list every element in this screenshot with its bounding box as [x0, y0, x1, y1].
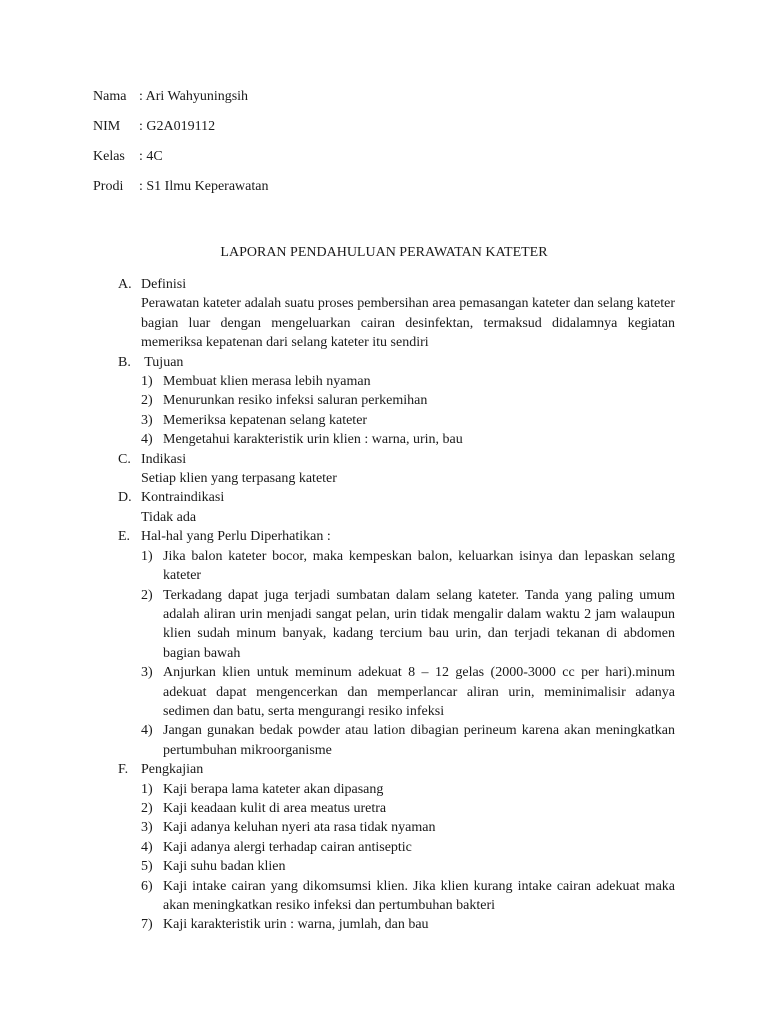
list-item — [141, 586, 675, 664]
section-hal-hal — [118, 527, 675, 760]
item-number: 2) — [141, 587, 153, 603]
info-value: : S1 Ilmu Keperawatan — [139, 179, 269, 194]
item-number: 4) — [141, 723, 153, 739]
info-label: Prodi — [93, 179, 124, 194]
section-heading: Hal-hal yang Perlu Diperhatikan : — [141, 529, 331, 545]
item-number: 1) — [141, 374, 153, 390]
item-number: 4) — [141, 432, 153, 448]
item-number: 6) — [141, 878, 153, 894]
list-item — [141, 799, 675, 818]
item-text: Kaji berapa lama kateter akan dipasang — [163, 781, 384, 797]
item-number: 7) — [141, 917, 153, 933]
section-indikasi — [118, 450, 675, 489]
item-text: Kaji keadaan kulit di area meatus uretra — [163, 800, 387, 816]
section-letter: C. — [118, 451, 131, 467]
info-label: NIM — [93, 119, 121, 134]
item-number: 3) — [141, 412, 153, 428]
item-text: Kaji intake cairan yang dikomsumsi klien. Jika klien kurang intake cairan adekuat maka akan meningkatkan resiko infeksi dan pertumbuhan bakteri — [163, 878, 675, 913]
info-value: : 4C — [139, 149, 163, 164]
list-item — [141, 818, 675, 837]
section-heading: Kontraindikasi — [141, 490, 225, 506]
item-number: 1) — [141, 548, 153, 564]
section-letter: E. — [118, 529, 131, 545]
section-tujuan — [118, 353, 675, 450]
section-letter: D. — [118, 490, 132, 506]
info-value: : G2A019112 — [139, 119, 216, 134]
section-body: Setiap klien yang terpasang kateter — [141, 471, 337, 487]
list-item — [141, 915, 675, 934]
section-heading: Pengkajian — [141, 762, 204, 778]
item-text: Kaji adanya alergi terhadap cairan antiseptic — [163, 839, 412, 855]
item-text: Menurunkan resiko infeksi saluran perkemihan — [163, 393, 428, 409]
info-label: Nama — [93, 89, 127, 104]
item-text: Membuat klien merasa lebih nyaman — [163, 374, 371, 390]
list-item — [141, 372, 675, 391]
tujuan-list — [141, 372, 675, 450]
document-title: LAPORAN PENDAHULUAN PERAWATAN KATETER — [220, 245, 548, 260]
item-number: 1) — [141, 781, 153, 797]
section-letter: F. — [118, 762, 129, 778]
sections — [118, 275, 675, 935]
item-text: Kaji adanya keluhan nyeri ata rasa tidak nyaman — [163, 820, 436, 836]
item-text: Terkadang dapat juga terjadi sumbatan dalam selang kateter. Tanda yang paling umum adalah aliran urin menjadi sangat pelan, urin tidak mengalir dalam waktu 2 jam walaupun klien sudah minum banyak, kadang tercium bau urin, dan terjadi tekanan di abdomen bagian bawah — [163, 587, 675, 661]
item-number: 3) — [141, 820, 153, 836]
section-paragraph: Perawatan kateter adalah suatu proses pembersihan area pemasangan kateter dan selang kateter bagian luar dengan mengeluarkan cairan desinfektan, termaksud didalamnya kegiatan memeriksa kepatenan dari selang kateter itu sendiri — [141, 296, 675, 351]
item-text: Anjurkan klien untuk meminum adekuat 8 – 12 gelas (2000-3000 cc per hari).minum adekuat dapat mengencerkan dan memperlancar aliran urin, meminimalisir adanya sedimen dan batu, serta mengurangi resiko infeksi — [163, 665, 675, 719]
section-letter: A. — [118, 277, 132, 292]
pengkajian-list — [141, 780, 675, 935]
item-number: 5) — [141, 859, 153, 875]
section-letter: B. — [118, 354, 131, 370]
section-heading: Definisi — [141, 277, 187, 292]
list-item — [141, 838, 675, 857]
list-item — [141, 857, 675, 876]
item-number: 4) — [141, 839, 153, 855]
section-kontraindikasi — [118, 488, 675, 527]
list-item — [141, 877, 675, 916]
item-text: Memeriksa kepatenan selang kateter — [163, 412, 368, 428]
item-text: Kaji karakteristik urin : warna, jumlah, dan bau — [163, 917, 429, 933]
info-label: Kelas — [93, 149, 125, 164]
section-pengkajian — [118, 760, 675, 935]
list-item — [141, 411, 675, 430]
item-text: Kaji suhu badan klien — [163, 859, 286, 875]
list-item — [141, 547, 675, 586]
list-item — [141, 721, 675, 760]
list-item — [141, 780, 675, 799]
list-item — [141, 663, 675, 721]
section-heading: Indikasi — [141, 451, 187, 467]
section-definisi — [118, 275, 675, 353]
list-item — [141, 430, 675, 449]
item-number: 3) — [141, 665, 153, 681]
item-text: Jangan gunakan bedak powder atau lation dibagian perineum karena akan meningkatkan pertumbuhan mikroorganisme — [163, 723, 675, 758]
hal-hal-list — [141, 547, 675, 760]
section-heading: Tujuan — [141, 354, 184, 370]
section-body: Tidak ada — [141, 509, 197, 525]
item-number: 2) — [141, 393, 153, 409]
info-value: : Ari Wahyuningsih — [139, 89, 249, 104]
item-text: Jika balon kateter bocor, maka kempeskan balon, keluarkan isinya dan lepaskan selang kateter — [163, 548, 675, 584]
item-text: Mengetahui karakteristik urin klien : warna, urin, bau — [163, 432, 463, 448]
list-item — [141, 391, 675, 410]
item-number: 2) — [141, 800, 153, 816]
